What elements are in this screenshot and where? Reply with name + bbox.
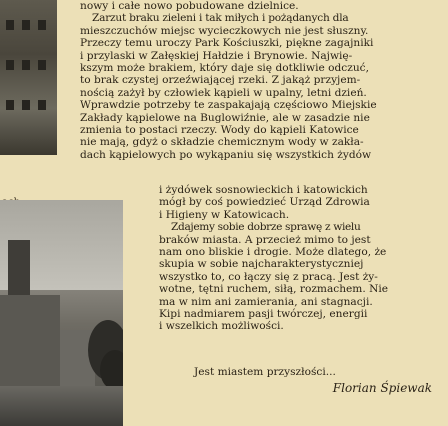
text-line: Przeczy temu uroczy Park Kościuszki, piękne zagajniki: [80, 37, 374, 50]
text-line: ma w nim ani zamierania, ani stagnacji.: [159, 295, 373, 308]
text-line: nością zażył by człowiek kąpieli w upalny, letni dzień.: [80, 86, 367, 99]
article-text-bottom: [159, 184, 434, 333]
photo-street: [0, 386, 123, 426]
text-line: Zarzut braku zieleni i tak miłych i pożądanych dla: [92, 12, 349, 25]
text-line: mógł by coś powiedzieć Urząd Zdrowia: [159, 196, 370, 209]
text-line: nowy i całe nowo pobudowane dzielnice.: [80, 0, 299, 12]
text-line: Wprawdzie potrzeby te zaspakajają częściowo Miejskie: [80, 99, 377, 112]
text-line: Kipi nadmiarem pasji twórczej, energii: [159, 308, 368, 321]
photo-window: [6, 20, 14, 30]
photo-window: [38, 100, 46, 110]
text-line: mieszczuchów miejsc wycieczkowych nie jest słuszny.: [80, 24, 369, 37]
photo-window: [6, 60, 14, 70]
photo-window: [6, 100, 14, 110]
text-line: nie mają, gdyż o składzie chemicznym wody w zakła-: [80, 136, 364, 149]
city-street-photo: [0, 200, 123, 426]
closing-line: Jest miastem przyszłości...: [194, 366, 336, 378]
text-line: Zdajemy sobie dobrze sprawę z wielu: [171, 221, 361, 234]
photo-window: [22, 20, 30, 30]
text-line: zmienia to postaci rzeczy. Wody do kąpieli Katowice: [80, 124, 359, 137]
photo-window: [38, 60, 46, 70]
text-line: i przylaski w Załęskiej Hałdzie i Brynowie. Najwię-: [80, 49, 353, 62]
text-line: braków miasta. A przecież mimo to jest: [159, 233, 371, 246]
article-text-top: [80, 0, 434, 161]
text-line: i żydówek sosnowieckich i katowickich: [159, 184, 368, 196]
photo-tree: [100, 350, 123, 390]
text-line: skupia w sobie najcharakterystyczniej: [159, 258, 364, 271]
text-line: i wszelkich możliwości.: [159, 320, 284, 333]
text-line: Zakłady kąpielowe na Buglowiźnie, ale w zasadzie nie: [80, 111, 370, 124]
photo-window: [22, 60, 30, 70]
text-line: i Higieny w Katowicach.: [159, 208, 290, 221]
photo-window: [22, 100, 30, 110]
text-line: dach kąpielowych po wykąpaniu się wszystkich żydów: [80, 148, 372, 161]
text-line: wotne, tętni ruchem, siłą, rozmachem. Nie: [159, 283, 389, 296]
text-line: kszym może brakiem, który daje się dotkliwie odczuć,: [80, 62, 369, 75]
building-photo-top: [0, 0, 57, 155]
text-line: to brak czystej orzeźwiającej rzeki. Z jakąż przyjem-: [80, 74, 361, 87]
text-line: wszystko to, co łączy się z pracą. Jest ży-: [159, 270, 378, 283]
author-signature: Florian Śpiewak: [332, 381, 432, 395]
text-line: nam ono bliskie i drogie. Może dlatego, że: [159, 246, 387, 259]
photo-window: [38, 20, 46, 30]
